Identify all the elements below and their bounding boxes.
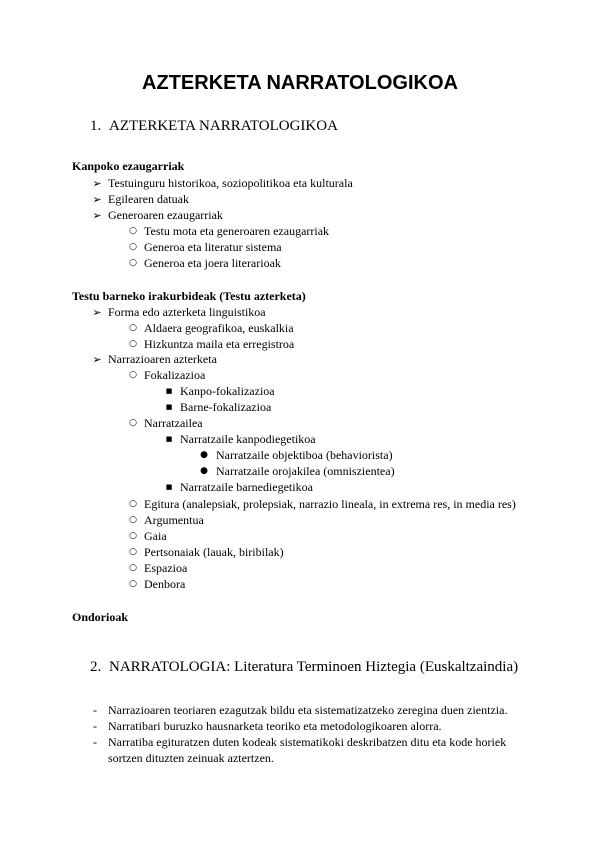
section-2-heading [90, 659, 518, 676]
circle-bullet-icon: ○ [129, 531, 137, 541]
circle-bullet-icon: ○ [129, 339, 137, 349]
list-item: Fokalizazioa [144, 368, 206, 382]
square-bullet-icon: ■ [165, 435, 173, 443]
dash-bullet-icon: - [93, 735, 97, 749]
list-item: Narratzailea [144, 416, 203, 430]
circle-bullet-icon: ○ [129, 563, 137, 573]
dash-bullet-icon: - [93, 703, 97, 717]
list-item: Narratzaile barnediegetikoa [180, 480, 313, 494]
arrow-bullet-icon: ➢ [92, 306, 102, 319]
section-2-number: 2. [90, 659, 102, 675]
list-item: Pertsonaiak (lauak, biribilak) [144, 545, 284, 559]
barneko-heading: Testu barneko irakurbideak (Testu azterketa) [72, 289, 306, 303]
list-item: Argumentua [144, 513, 204, 527]
list-item: Narrazioaren azterketa [108, 352, 217, 366]
square-bullet-icon: ■ [165, 387, 173, 395]
dash-bullet-icon: - [93, 719, 97, 733]
circle-bullet-icon: ○ [129, 418, 137, 428]
circle-bullet-icon: ○ [129, 242, 137, 252]
section-1-heading [90, 118, 338, 135]
list-item: Narratzaile kanpodiegetikoa [180, 432, 316, 446]
list-item: Narratiba egituratzen duten kodeak sistematikoki deskribatzen ditu eta kode horiek [108, 735, 507, 749]
square-bullet-icon: ■ [165, 483, 173, 491]
dot-bullet-icon: ● [200, 450, 208, 460]
section-2-title: NARRATOLOGIA: Literatura Terminoen Hiztegia (Euskaltzaindia) [109, 659, 519, 675]
kanpoko-heading: Kanpoko ezaugarriak [72, 159, 185, 173]
list-item: Generoaren ezaugarriak [108, 208, 223, 222]
circle-bullet-icon: ○ [129, 579, 137, 589]
list-item: Testu mota eta generoaren ezaugarriak [144, 224, 330, 238]
list-item: Egilearen datuak [108, 192, 189, 206]
list-item: Hizkuntza maila eta erregistroa [144, 337, 295, 351]
list-item: Kanpo-fokalizazioa [180, 384, 275, 398]
arrow-bullet-icon: ➢ [92, 177, 102, 190]
section-1-number: 1. [90, 118, 102, 134]
arrow-bullet-icon: ➢ [92, 209, 102, 222]
arrow-bullet-icon: ➢ [92, 193, 102, 206]
list-item: Espazioa [144, 561, 188, 575]
list-item: Forma edo azterketa linguistikoa [108, 305, 266, 319]
circle-bullet-icon: ○ [129, 226, 137, 236]
arrow-bullet-icon: ➢ [92, 353, 102, 366]
list-item: Testuinguru historikoa, soziopolitikoa eta kulturala [108, 176, 353, 190]
section-1-title: AZTERKETA NARRATOLOGIKOA [109, 118, 338, 134]
list-item: Denbora [144, 577, 186, 591]
ondorioak-heading: Ondorioak [72, 610, 129, 624]
list-item: Barne-fokalizazioa [180, 400, 272, 414]
circle-bullet-icon: ○ [129, 547, 137, 557]
circle-bullet-icon: ○ [129, 499, 137, 509]
circle-bullet-icon: ○ [129, 323, 137, 333]
list-item: Gaia [144, 529, 167, 543]
list-item: Generoa eta literatur sistema [144, 240, 282, 254]
list-item: Aldaera geografikoa, euskalkia [144, 321, 294, 335]
square-bullet-icon: ■ [165, 403, 173, 411]
list-item: Egitura (analepsiak, prolepsiak, narrazio lineala, in extrema res, in media res) [144, 497, 516, 511]
page-title: AZTERKETA NARRATOLOGIKOA [142, 72, 458, 94]
list-item: Narratibari buruzko hausnarketa teoriko eta metodologikoaren alorra. [108, 719, 442, 733]
circle-bullet-icon: ○ [129, 258, 137, 268]
list-item: Narratzaile objektiboa (behaviorista) [216, 448, 393, 462]
list-item: Narratzaile orojakilea (omniszientea) [216, 464, 395, 478]
circle-bullet-icon: ○ [129, 370, 137, 380]
list-item: Narrazioaren teoriaren ezagutzak bildu eta sistematizatzeko zeregina duen zientzia. [108, 703, 508, 717]
list-item-continuation: sortzen dituzten zeinuak aztertzen. [108, 751, 274, 765]
list-item: Generoa eta joera literarioak [144, 256, 281, 270]
dot-bullet-icon: ● [200, 466, 208, 476]
circle-bullet-icon: ○ [129, 515, 137, 525]
